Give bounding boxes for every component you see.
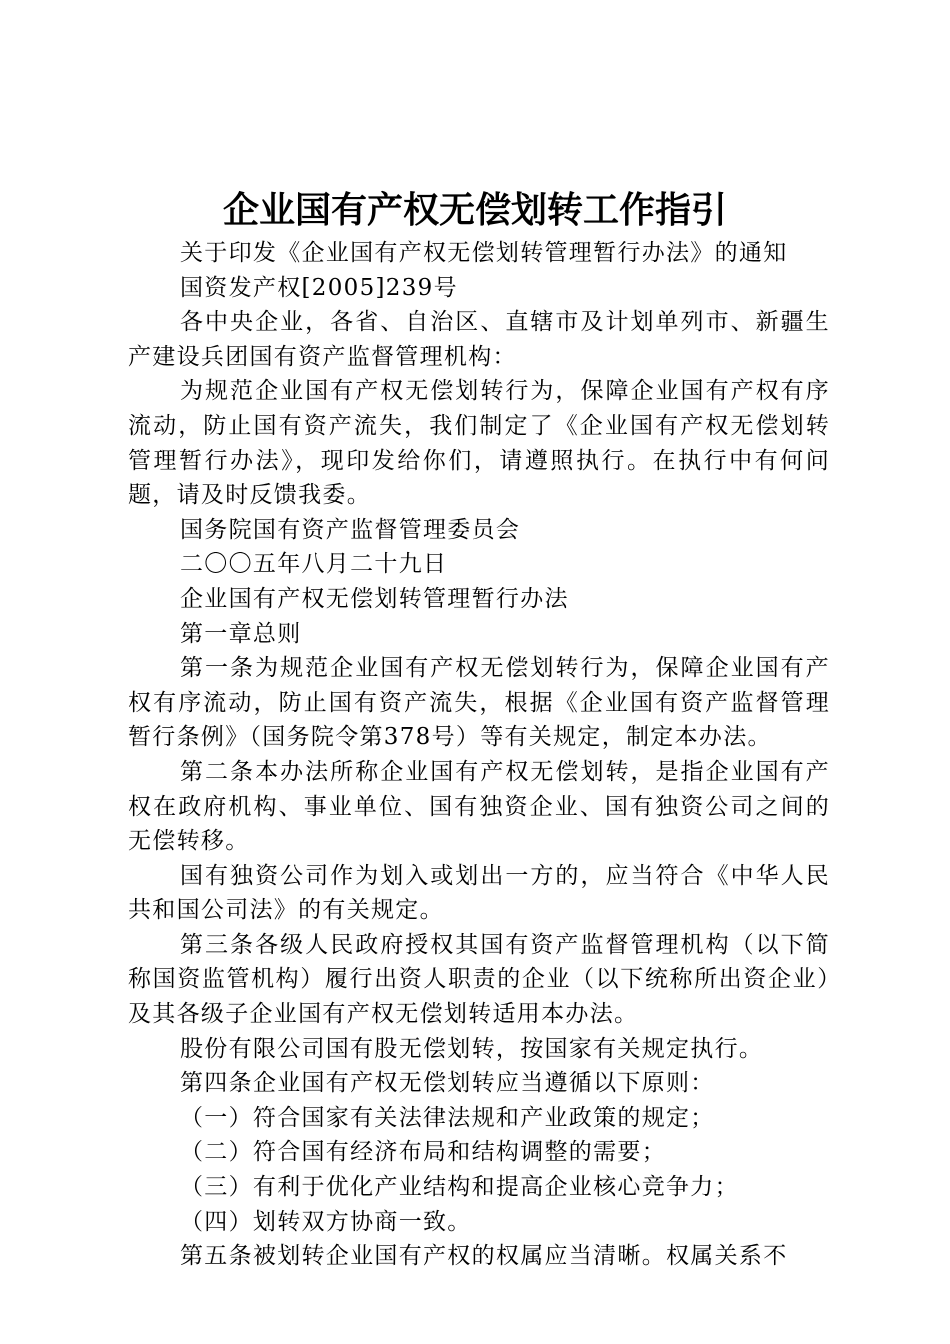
paragraph: 国务院国有资产监督管理委员会 (180, 516, 521, 543)
paragraph: （二）符合国有经济布局和结构调整的需要； (180, 1139, 666, 1166)
paragraph: 企业国有产权无偿划转管理暂行办法 (180, 585, 569, 612)
paragraph: （四）划转双方协商一致。 (180, 1208, 472, 1235)
paragraph: 第一章总则 (180, 620, 302, 647)
paragraph: 关于印发《企业国有产权无偿划转管理暂行办法》的通知 (180, 240, 788, 266)
paragraph: （三）有利于优化产业结构和提高企业核心竞争力； (180, 1174, 739, 1201)
document-title: 企业国有产权无偿划转工作指引 (222, 189, 727, 231)
paragraph: 第一条为规范企业国有产权无偿划转行为，保障企业国有产权有序流动，防止国有资产流失，根据《企业国有资产监督管理暂行条例》（国务院令第378号）等有关规定，制定本办法。 (128, 655, 830, 751)
paragraph: 国资发产权[2005]239号 (180, 274, 458, 301)
paragraph: 国有独资公司作为划入或划出一方的，应当符合《中华人民共和国公司法》的有关规定。 (128, 862, 830, 924)
paragraph: 第五条被划转企业国有产权的权属应当清晰。权属关系不 (180, 1243, 788, 1270)
paragraph: 二〇〇五年八月二十九日 (180, 551, 448, 578)
paragraph: 第三条各级人民政府授权其国有资产监督管理机构（以下简称国资监管机构）履行出资人职责的企业（以下统称所出资企业）及其各级子企业国有产权无偿划转适用本办法。 (128, 931, 830, 1028)
paragraph: 第四条企业国有产权无偿划转应当遵循以下原则： (180, 1070, 715, 1097)
paragraph: 各中央企业，各省、自治区、直辖市及计划单列市、新疆生产建设兵团国有资产监督管理机构： (128, 309, 830, 370)
paragraph: （一）符合国家有关法律法规和产业政策的规定； (180, 1104, 715, 1131)
document-body (128, 236, 830, 1274)
paragraph: 股份有限公司国有股无偿划转，按国家有关规定执行。 (180, 1035, 764, 1062)
paragraph: 为规范企业国有产权无偿划转行为，保障企业国有产权有序流动，防止国有资产流失，我们制定了《企业国有产权无偿划转管理暂行办法》，现印发给你们，请遵照执行。在执行中有何问题，请及时反馈我委。 (128, 378, 830, 509)
paragraph: 第二条本办法所称企业国有产权无偿划转，是指企业国有产权在政府机构、事业单位、国有独资企业、国有独资公司之间的无偿转移。 (128, 758, 830, 855)
